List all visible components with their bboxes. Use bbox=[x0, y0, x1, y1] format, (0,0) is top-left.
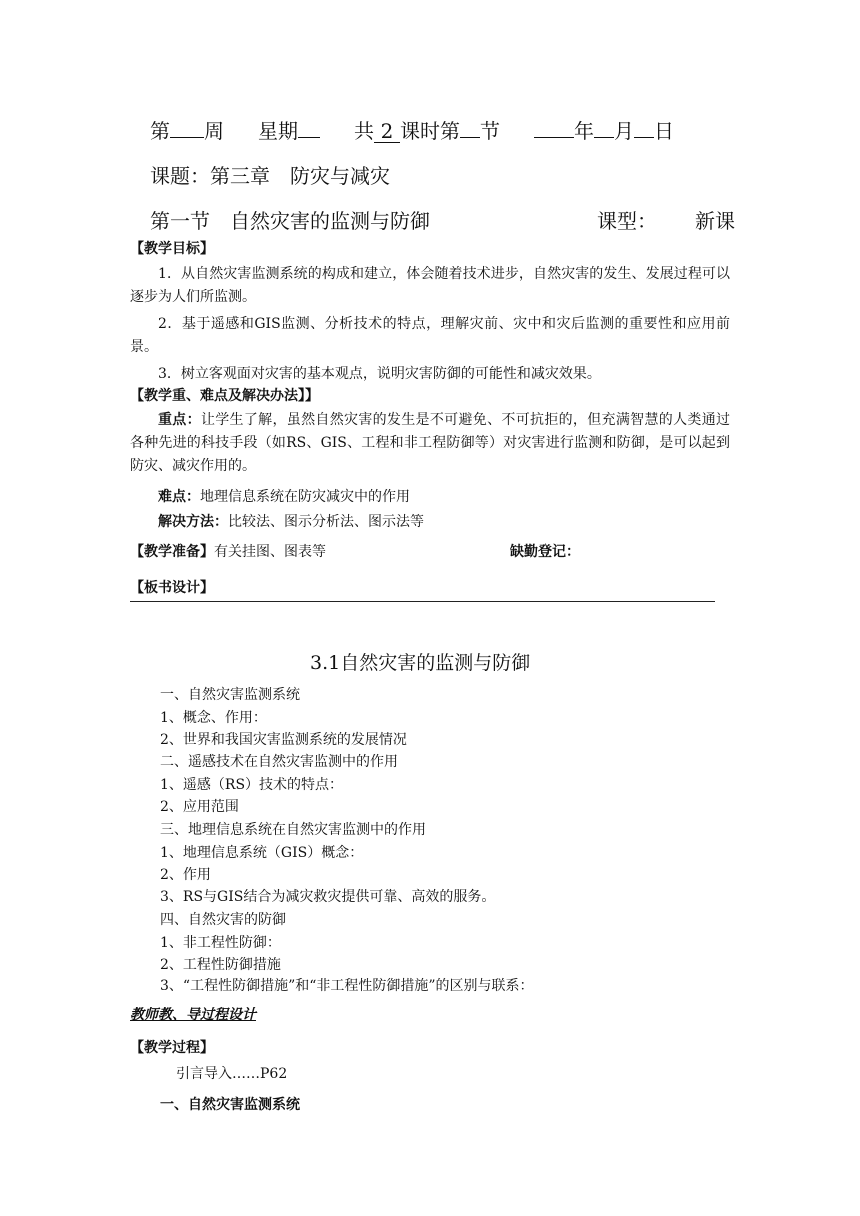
objectives-heading: 【教学目标】 bbox=[130, 241, 214, 257]
method bbox=[158, 511, 424, 531]
objective-item: 3．树立客观面对灾害的基本观点，说明灾害防御的可能性和减灾效果。 bbox=[158, 366, 601, 382]
outline-line: 2、工程性防御措施 bbox=[160, 957, 281, 973]
board-heading: 【板书设计】 bbox=[130, 580, 214, 596]
difficulty-label: 难点： bbox=[158, 489, 200, 505]
prep-heading: 【教学准备】 bbox=[130, 544, 214, 560]
intro-line: 引言导入……P62 bbox=[176, 1066, 288, 1082]
topic: 课题：第三章 防灾与减灾 bbox=[150, 164, 390, 188]
month-label: 月 bbox=[614, 119, 634, 143]
day-blank bbox=[634, 137, 654, 138]
weekday-label: 星期 bbox=[258, 119, 298, 143]
outline-line: 2、世界和我国灾害监测系统的发展情况 bbox=[160, 732, 407, 748]
objective-item: 2．基于遥感和GIS监测、分析技术的特点，理解灾前、灾中和灾后监测的重要性和应用前景。 bbox=[130, 316, 730, 355]
outline-line: 3、“工程性防御措施”和“非工程性防御措施”的区别与联系： bbox=[160, 978, 534, 994]
key-point-label: 重点： bbox=[158, 412, 201, 428]
objective-item: 1．从自然灾害监测系统的构成和建立，体会随着技术进步，自然灾害的发生、发展过程可以逐步为人们所监测。 bbox=[130, 266, 730, 305]
lesson-type-label: 课型： bbox=[597, 209, 657, 233]
outline-line: 二、遥感技术在自然灾害监测中的作用 bbox=[160, 754, 398, 770]
process-heading: 【教学过程】 bbox=[130, 1040, 214, 1056]
outline-line: 2、作用 bbox=[160, 867, 211, 883]
outline-line: 1、概念、作用： bbox=[160, 710, 267, 726]
prep bbox=[130, 541, 326, 561]
outline-line: 三、地理信息系统在自然灾害监测中的作用 bbox=[160, 822, 426, 838]
key-point-text: 让学生了解，虽然自然灾害的发生是不可避免、不可抗拒的，但充满智慧的人类通过各种先进的科技手段（如RS、GIS、工程和非工程防御等）对灾害进行监测和防御，是可以起到防灾、减灾作用的。 bbox=[130, 412, 731, 474]
week-suffix: 周 bbox=[204, 119, 224, 143]
section-suffix: 节 bbox=[480, 119, 500, 143]
total-suffix: 课时第 bbox=[400, 119, 460, 143]
section-blank bbox=[460, 137, 480, 138]
outline-line: 2、应用范围 bbox=[160, 799, 239, 815]
design-heading: 教师教、导过程设计 bbox=[130, 1007, 256, 1023]
outline-line: 一、自然灾害监测系统 bbox=[160, 687, 300, 703]
total-value: 2 bbox=[374, 120, 400, 143]
outline-line: 1、遥感（RS）技术的特点： bbox=[160, 777, 344, 793]
lesson-type bbox=[597, 205, 735, 234]
year-blank bbox=[534, 137, 574, 138]
prep-text: 有关挂图、图表等 bbox=[214, 544, 326, 560]
method-label: 解决方法： bbox=[158, 514, 228, 530]
key-point bbox=[130, 409, 730, 478]
absence-label: 缺勤登记： bbox=[510, 544, 580, 560]
year-label: 年 bbox=[574, 119, 594, 143]
weekday-blank bbox=[298, 137, 320, 138]
divider-line bbox=[130, 601, 715, 602]
header-line bbox=[150, 115, 674, 144]
month-blank bbox=[594, 137, 614, 138]
board-title: 3.1自然灾害的监测与防御 bbox=[310, 652, 531, 674]
outline-line: 3、RS与GIS结合为减灾救灾提供可靠、高效的服务。 bbox=[160, 889, 496, 905]
outline-line: 1、地理信息系统（GIS）概念： bbox=[160, 845, 364, 861]
method-text: 比较法、图示分析法、图示法等 bbox=[228, 514, 424, 530]
outline-line: 1、非工程性防御： bbox=[160, 935, 281, 951]
difficulty-text: 地理信息系统在防灾减灾中的作用 bbox=[200, 489, 410, 505]
day-label: 日 bbox=[654, 119, 674, 143]
week-blank bbox=[170, 137, 204, 138]
week-prefix: 第 bbox=[150, 119, 170, 143]
first-section: 一、自然灾害监测系统 bbox=[160, 1097, 300, 1113]
lesson-type-value: 新课 bbox=[695, 209, 735, 233]
section-title: 第一节 自然灾害的监测与防御 bbox=[150, 209, 430, 233]
keypoints-heading: 【教学重、难点及解决办法】】 bbox=[130, 388, 319, 404]
total-prefix: 共 bbox=[354, 119, 374, 143]
difficulty bbox=[158, 486, 410, 506]
outline-line: 四、自然灾害的防御 bbox=[160, 912, 286, 928]
